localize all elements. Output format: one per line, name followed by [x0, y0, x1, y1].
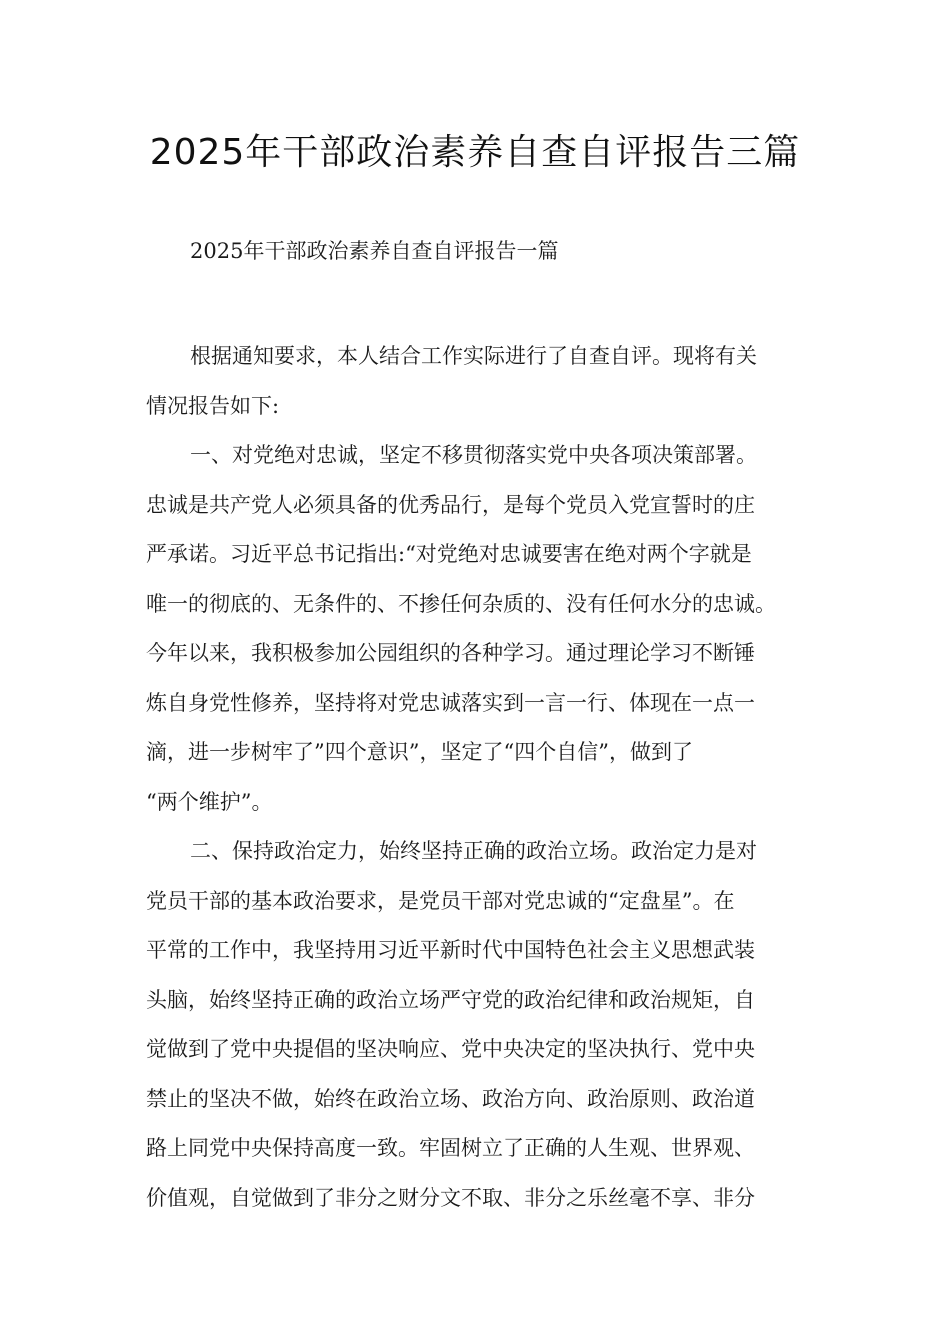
section-heading-line: 一、对党绝对忠诚，坚定不移贯彻落实党中央各项决策部署。	[190, 443, 757, 467]
body-line: 滴，进一步树牢了”四个意识”，坚定了“四个自信”，做到了	[146, 740, 693, 764]
body-line: 根据通知要求，本人结合工作实际进行了自查自评。现将有关	[190, 344, 757, 368]
body-line: 今年以来，我积极参加公园组织的各种学习。通过理论学习不断锤	[146, 641, 755, 665]
body-line: 党员干部的基本政治要求，是党员干部对党忠诚的“定盘星”。在	[146, 888, 735, 913]
document-title: 2025年干部政治素养自查自评报告三篇	[149, 132, 801, 173]
body-line: 路上同党中央保持高度一致。牢固树立了正确的人生观、世界观、	[146, 1136, 755, 1160]
body-line: 禁止的坚决不做，始终在政治立场、政治方向、政治原则、政治道	[146, 1086, 755, 1111]
body-line: 头脑，始终坚持正确的政治立场严守党的政治纪律和政治规矩，自	[146, 987, 755, 1012]
report-body	[146, 332, 822, 1223]
body-line: 忠诚是共产党人必须具备的优秀品行，是每个党员入党宣誓时的庄	[146, 492, 755, 517]
body-line: 严承诺。习近平总书记指出:“对党绝对忠诚要害在绝对两个字就是	[146, 542, 752, 566]
body-line: “两个维护”。	[146, 789, 273, 814]
section-heading-line: 二、保持政治定力，始终坚持正确的政治立场。政治定力是对	[190, 839, 757, 863]
body-line: 情况报告如下:	[146, 393, 280, 418]
body-line: 价值观，自觉做到了非分之财分文不取、非分之乐丝毫不享、非分	[146, 1185, 755, 1210]
body-line: 唯一的彻底的、无条件的、不掺任何杂质的、没有任何水分的忠诚。	[146, 591, 776, 616]
body-line: 炼自身党性修养，坚持将对党忠诚落实到一言一行、体现在一点一	[146, 690, 755, 715]
report-subtitle: 2025年干部政治素养自查自评报告一篇	[190, 239, 559, 263]
body-line: 觉做到了党中央提倡的坚决响应、党中央决定的坚决执行、党中央	[146, 1037, 755, 1061]
body-line: 平常的工作中，我坚持用习近平新时代中国特色社会主义思想武装	[146, 938, 755, 962]
